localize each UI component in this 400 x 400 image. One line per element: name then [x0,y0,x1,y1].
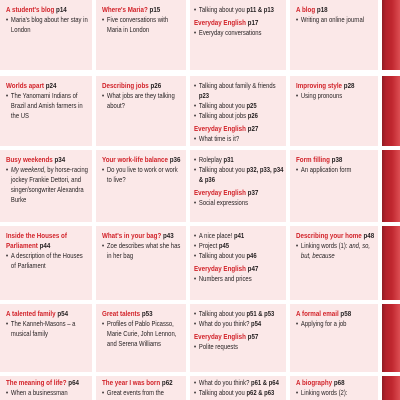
cell-content [194,378,284,398]
page-number: p68 [333,378,345,387]
lesson-heading [296,378,375,388]
bullet-item: • Polite requests [194,342,284,352]
contents-cell [190,304,286,372]
lesson-title: A student's blog [6,5,55,14]
bullet-item: • Five conversations with Maria in London [102,15,183,35]
page-number: p11 & p13 [246,5,274,14]
page-number: p37 [247,188,259,197]
item-text: Linking words (1): [300,241,350,250]
contents-cell [96,150,186,222]
section-title: Everyday English [194,264,246,273]
item-emphasis: and, so, but, because [300,241,371,260]
page-number: p26 [150,81,162,90]
contents-cell [190,76,286,146]
lesson-heading [296,5,375,15]
contents-cell [290,376,378,400]
bullet-item [194,81,284,101]
bullet-item [194,5,284,15]
page-number: p62 & p63 [246,388,275,397]
lesson-heading [6,155,89,165]
page-number: p44 [39,241,51,250]
item-text: Project [198,241,218,250]
everyday-english-heading [194,332,284,342]
lesson-heading [102,378,183,388]
page-number: p27 [247,124,259,133]
page-number: p34 [54,155,66,164]
lesson-heading [296,231,375,241]
bullet-item: • Numbers and prices [194,274,284,284]
side-tab [382,376,400,400]
page-number: p57 [247,332,259,341]
item-text: Talking about you [198,5,245,14]
lesson-heading [102,5,183,15]
page-number: p58 [340,309,352,318]
bullet-item: • The Kanneh-Masons – a musical family [6,319,89,339]
page-number: p32, p33, p34 & p36 [198,165,284,184]
page-number: p64 [68,378,80,387]
cell-content [194,231,284,284]
page-number: p46 [246,251,257,260]
bullet-item: • An application form [296,165,375,175]
everyday-english-heading [194,18,284,28]
cell-content [102,309,183,349]
bullet-item [194,309,284,319]
item-text: Roleplay [198,155,222,164]
page-number: p41 [233,231,245,240]
bullet-item: • Maria's blog about her stay in London [6,15,89,35]
page-number: p48 [363,231,375,240]
contents-cell [96,76,186,146]
bullet-item: • Everyday conversations [194,28,284,38]
lesson-title: A biography [296,378,333,387]
bullet-item [194,378,284,388]
contents-cell [96,304,186,372]
page-number: p15 [149,5,161,14]
lesson-title: Your work-life balance [102,155,168,164]
contents-cell [290,226,378,300]
contents-cell [290,304,378,372]
contents-cell [0,376,92,400]
lesson-title: Improving style [296,81,343,90]
section-title: Everyday English [194,188,246,197]
contents-cell [96,376,186,400]
cell-content [102,81,183,111]
page-number: p53 [141,309,153,318]
bullet-item: • Using pronouns [296,91,375,101]
item-text: A nice place! [198,231,233,240]
contents-cell [0,0,92,70]
lesson-heading [102,155,183,165]
lesson-heading [6,378,89,388]
cell-content [296,5,375,25]
side-tab [382,0,400,70]
everyday-english-heading [194,188,284,198]
bullet-item: • When a businessman [6,388,89,398]
contents-cell [190,150,286,222]
cell-content [296,309,375,329]
cell-content [194,5,284,38]
cell-content [194,155,284,208]
lesson-heading [296,81,375,91]
bullet-item: • What time is it? [194,134,284,144]
item-text: Talking about you [198,101,245,110]
bullet-item: • Great events from the [102,388,183,398]
lesson-heading [102,231,183,241]
lesson-title: The year I was born [102,378,161,387]
bullet-item [194,165,284,185]
item-text: Talking about you [198,309,245,318]
page-number: p31 [223,155,234,164]
page-number: p18 [316,5,328,14]
page-number: p24 [45,81,57,90]
page-number: p43 [163,231,174,240]
lesson-title: Where's Maria? [102,5,148,14]
section-title: Everyday English [194,332,246,341]
cell-content [6,378,89,398]
item-emphasis: My weekend [10,165,45,174]
lesson-heading [6,81,89,91]
contents-cell [0,76,92,146]
contents-cell [190,226,286,300]
item-text: Talking about you [198,251,245,260]
bullet-item [296,241,375,261]
bullet-item [194,241,284,251]
cell-content [102,155,183,185]
bullet-item: • What jobs are they talking about? [102,91,183,111]
contents-cell [0,304,92,372]
bullet-item: • Linking words (2): [296,388,375,398]
cell-content [6,231,89,271]
page-number: p47 [247,264,259,273]
lesson-heading [296,155,375,165]
contents-cell [290,150,378,222]
contents-cell [96,226,186,300]
cell-content [296,231,375,261]
side-tab [382,76,400,146]
lesson-title: Worlds apart [6,81,44,90]
bullet-item [194,251,284,261]
cell-content [6,5,89,35]
bullet-item [194,388,284,398]
cell-content [296,155,375,175]
item-text: Talking about you [198,388,245,397]
lesson-title: What's in your bag? [102,231,162,240]
page-number: p14 [56,5,67,14]
lesson-heading [102,309,183,319]
page-number: p25 [246,101,257,110]
contents-cell [290,76,378,146]
cell-content [102,231,183,261]
bullet-item: • Writing an online journal [296,15,375,25]
lesson-heading [6,231,89,251]
lesson-heading [6,5,89,15]
section-title: Everyday English [194,18,246,27]
page-number: p62 [161,378,173,387]
lesson-title: Describing jobs [102,81,149,90]
lesson-heading [296,309,375,319]
cell-content [296,81,375,101]
lesson-title: Form filling [296,155,330,164]
lesson-title: A blog [296,5,316,14]
item-text: Talking about you [198,165,245,174]
page-number: p45 [218,241,230,250]
lesson-title: A formal email [296,309,339,318]
section-title: Everyday English [194,124,246,133]
lesson-title: Inside the Houses of Parliament [6,231,67,250]
page-number: p51 & p53 [246,309,275,318]
page-number: p23 [198,91,210,100]
lesson-heading [102,81,183,91]
cell-content [6,81,89,121]
contents-cell [190,0,286,70]
page-number: p54 [251,319,262,328]
item-text: , by horse-racing jockey Frankie Dettori, and singer/songwriter Alexandra Burke [10,165,88,204]
item-text: Talking about jobs [198,111,247,120]
side-tab [382,150,400,222]
contents-cell [190,376,286,400]
cell-content [194,309,284,352]
everyday-english-heading [194,124,284,134]
page-number: p28 [343,81,355,90]
item-text: Talking about family & friends [198,81,276,90]
side-tab [382,226,400,300]
bullet-item [194,101,284,111]
bullet-item [194,155,284,165]
bullet-item [194,111,284,121]
bullet-item [194,319,284,329]
cell-content [194,81,284,144]
bullet-item: • Zoe describes what she has in her bag [102,241,183,261]
bullet-item [194,231,284,241]
cell-content [102,5,183,35]
lesson-title: Great talents [102,309,141,318]
lesson-title: A talented family [6,309,56,318]
bullet-item: • The Yanomami Indians of Brazil and Amish farmers in the US [6,91,89,121]
page-number: p54 [57,309,69,318]
bullet-item: • Social expressions [194,198,284,208]
cell-content [296,378,375,398]
bullet-item: • Applying for a job [296,319,375,329]
bullet-item: • Do you live to work or work to live? [102,165,183,185]
item-text: What do you think? [198,378,250,387]
bullet-item [6,165,89,205]
page-number: p61 & p64 [251,378,279,387]
contents-cell [0,226,92,300]
lesson-title: Busy weekends [6,155,53,164]
everyday-english-heading [194,264,284,274]
page-number: p17 [247,18,259,27]
lesson-title: Describing your home [296,231,362,240]
cell-content [6,309,89,339]
cell-content [102,378,183,398]
lesson-heading [6,309,89,319]
page-number: p36 [169,155,181,164]
contents-cell [96,0,186,70]
item-text: What do you think? [198,319,250,328]
side-tab [382,304,400,372]
contents-cell [0,150,92,222]
page-number: p26 [247,111,258,120]
bullet-item: • A description of the Houses of Parliament [6,251,89,271]
contents-cell [290,0,378,70]
cell-content [6,155,89,205]
bullet-item: • Profiles of Pablo Picasso, Marie Curie, John Lennon, and Serena Williams [102,319,183,349]
page-number: p38 [331,155,343,164]
lesson-title: The meaning of life? [6,378,67,387]
